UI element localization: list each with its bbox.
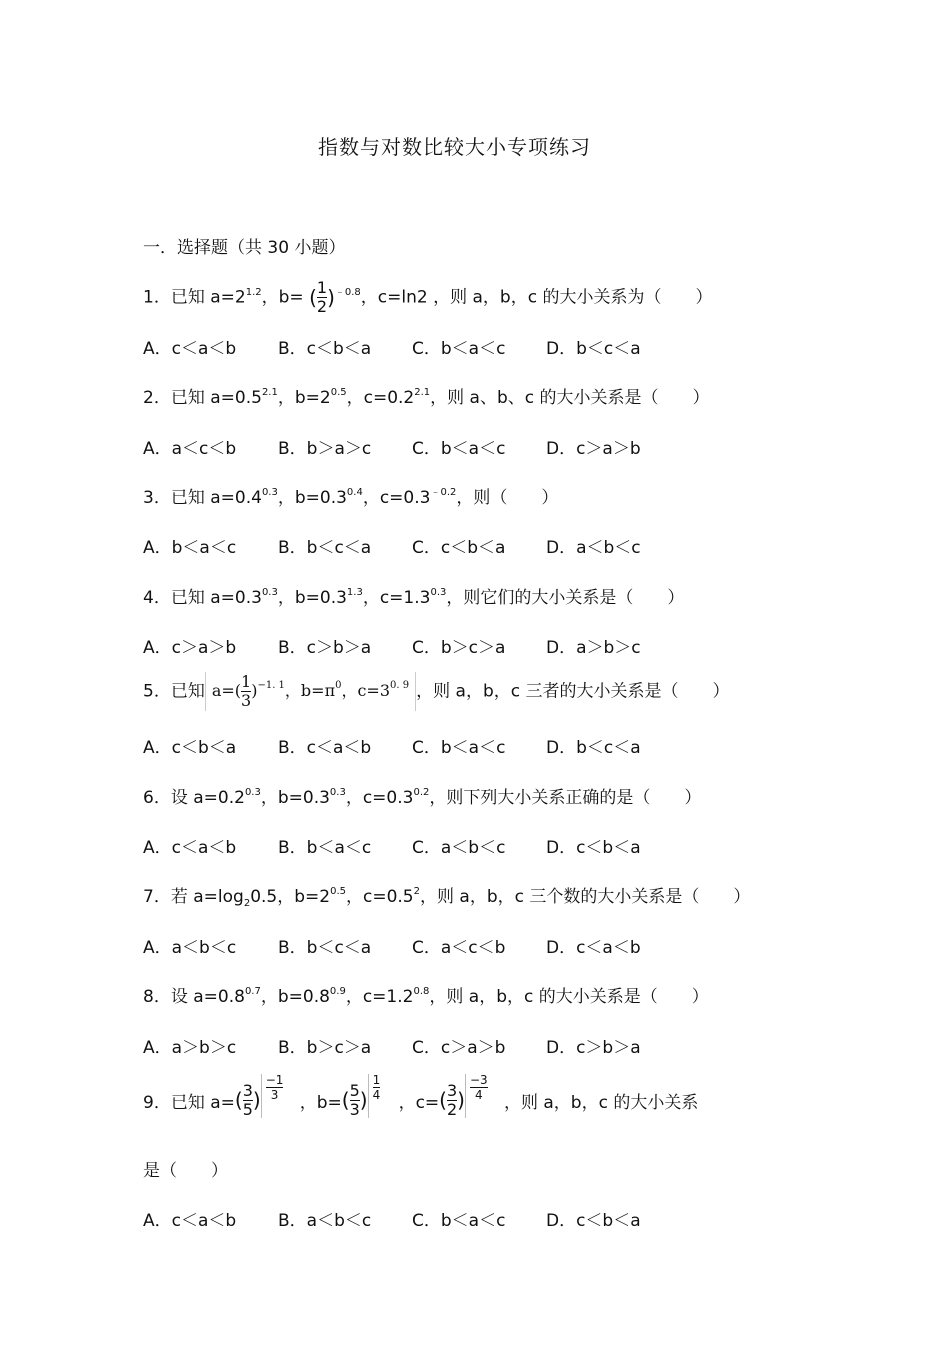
- question-number: 1．: [143, 287, 171, 308]
- options-1: [143, 334, 803, 359]
- option-d[interactable]: D．b＜c＜a: [546, 738, 641, 758]
- option-d[interactable]: D．c＜b＜a: [546, 838, 641, 858]
- option-d[interactable]: D．a＞b＞c: [546, 638, 641, 658]
- option-c[interactable]: C．b＞c＞a: [412, 638, 506, 658]
- option-b[interactable]: B．c＜a＜b: [278, 738, 372, 758]
- question-1: 1．已知 $a=2^{1.2}$，b= ( $\frac{1}{2}$ )$^{﹣0.8}$，c=ln2 ，则 a，b，c 的大小关系为（ ）: [143, 278, 713, 316]
- option-c[interactable]: C．c＞a＞b: [412, 1038, 506, 1058]
- option-a[interactable]: A．c＜b＜a: [143, 738, 237, 758]
- option-d[interactable]: D．c＜a＜b: [546, 938, 641, 958]
- option-a[interactable]: A．a＜c＜b: [143, 439, 237, 459]
- question-2: 2．已知 $a=0.5^{2.1}$，$b=2^{0.5}$，$c=0.2^{2.1}$，则 a、b、c 的大小关系是（ ）: [143, 387, 710, 408]
- option-b[interactable]: B．c＜b＜a: [278, 339, 372, 359]
- question-5: 5．已知 a=( $\frac{1}{3}$ )$^{-1. 1}$，$b=\pi^0$，$c=3^{0. 9}$ ，则 a，b，c 三者的大小关系是（ ）: [143, 672, 730, 710]
- options-3: [143, 533, 803, 558]
- option-c[interactable]: C．b＜a＜c: [412, 738, 506, 758]
- option-b[interactable]: B．c＞b＞a: [278, 638, 372, 658]
- page-title: 指数与对数比较大小专项练习: [318, 135, 591, 159]
- option-d[interactable]: D．a＜b＜c: [546, 538, 641, 558]
- option-d[interactable]: D．b＜c＜a: [546, 339, 641, 359]
- option-b[interactable]: B．a＜b＜c: [278, 1211, 372, 1231]
- option-d[interactable]: D．c＞b＞a: [546, 1038, 641, 1058]
- option-b[interactable]: B．b＜c＜a: [278, 938, 372, 958]
- fraction: $\frac{1}{2}$: [316, 278, 328, 316]
- options-5: [143, 733, 803, 758]
- option-c[interactable]: C．b＜a＜c: [412, 439, 506, 459]
- section-heading: 一．选择题（共 30 小题）: [143, 238, 346, 258]
- option-b[interactable]: B．b＞c＞a: [278, 1038, 372, 1058]
- options-7: [143, 933, 803, 958]
- option-c[interactable]: C．a＜c＜b: [412, 938, 506, 958]
- option-b[interactable]: B．b＞a＞c: [278, 439, 372, 459]
- option-d[interactable]: D．c＜b＜a: [546, 1211, 641, 1231]
- options-2: [143, 434, 803, 459]
- option-a[interactable]: A．a＜b＜c: [143, 938, 237, 958]
- question-9: 9． 已知 a= ( $\frac{3}{5}$ ) $\frac{-1}{3}$ ，b= ( $\frac{5}{3}$ ) $\frac{1}{4}$ ，c= ( $\frac{3}{2}$ ) $\frac{-3}{4}$ ，则 a，b，c 的大小关系: [143, 1073, 699, 1119]
- options-8: [143, 1033, 803, 1058]
- option-a[interactable]: A．c＜a＜b: [143, 838, 237, 858]
- option-a[interactable]: A．c＜a＜b: [143, 339, 237, 359]
- question-8: 8．设 $a=0.8^{0.7}$，$b=0.8^{0.9}$，$c=1.2^{0.8}$，则 a，b，c 的大小关系是（ ）: [143, 986, 709, 1007]
- option-c[interactable]: C．a＜b＜c: [412, 838, 506, 858]
- option-a[interactable]: A．c＜a＜b: [143, 1211, 237, 1231]
- question-3: 3．已知 $a=0.4^{0.3}$，$b=0.3^{0.4}$，$c=0.3^{﹣0.2}$，则（ ）: [143, 487, 559, 508]
- question-4: 4．已知 $a=0.3^{0.3}$，$b=0.3^{1.3}$，$c=1.3^{0.3}$，则它们的大小关系是（ ）: [143, 587, 685, 608]
- question-9-continued: 是（ ）: [143, 1161, 228, 1181]
- option-c[interactable]: C．c＜b＜a: [412, 538, 506, 558]
- option-a[interactable]: A．c＞a＞b: [143, 638, 237, 658]
- option-b[interactable]: B．b＜c＜a: [278, 538, 372, 558]
- option-c[interactable]: C．b＜a＜c: [412, 339, 506, 359]
- options-6: [143, 833, 803, 858]
- option-d[interactable]: D．c＞a＞b: [546, 439, 641, 459]
- options-9: [143, 1206, 803, 1231]
- option-a[interactable]: A．a＞b＞c: [143, 1038, 237, 1058]
- question-6: 6．设 $a=0.2^{0.3}$，$b=0.3^{0.3}$，$c=0.3^{0.2}$，则下列大小关系正确的是（ ）: [143, 787, 702, 808]
- option-a[interactable]: A．b＜a＜c: [143, 538, 237, 558]
- options-4: [143, 633, 803, 658]
- option-b[interactable]: B．b＜a＜c: [278, 838, 372, 858]
- option-c[interactable]: C．b＜a＜c: [412, 1211, 506, 1231]
- question-7: 7．若 $a=\log_20.5$，$b=2^{0.5}$，$c=0.5^2$，则 a，b，c 三个数的大小关系是（ ）: [143, 886, 751, 909]
- formula-image: a=( $\frac{1}{3}$ )$^{-1. 1}$，$b=\pi^0$，$c=3^{0. 9}$: [205, 672, 416, 711]
